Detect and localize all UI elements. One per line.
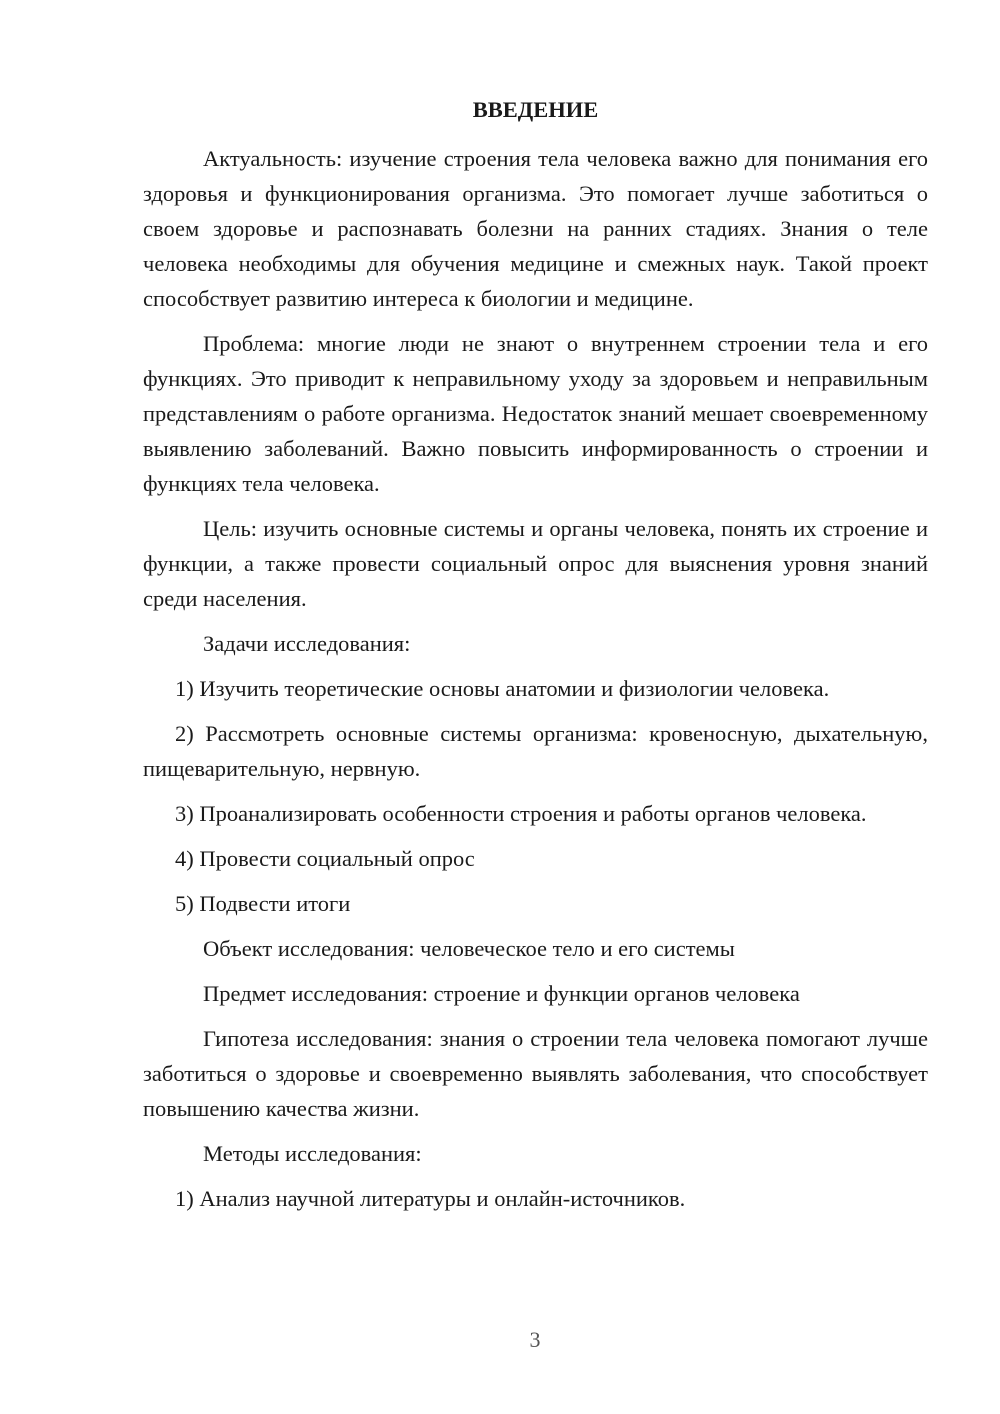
task-item: 4) Провести социальный опрос: [175, 846, 475, 871]
page-title: ВВЕДЕНИЕ: [472, 97, 599, 122]
page-number: 3: [529, 1327, 541, 1352]
method-item: 1) Анализ научной литературы и онлайн-источников.: [175, 1186, 686, 1211]
task-item: 5) Подвести итоги: [175, 891, 351, 916]
task-item: 2) Рассмотреть основные системы организма: кровеносную, дыхательную, пищеварительную, нервную.: [143, 721, 928, 781]
paragraph-tasks-heading: Задачи исследования:: [203, 631, 411, 656]
paragraph-goal: Цель: изучить основные системы и органы человека, понять их строение и функции, а также провести социальный опрос для выяснения уровня знаний среди населения.: [143, 516, 928, 611]
paragraph-relevance: Актуальность: изучение строения тела человека важно для понимания его здоровья и функционирования организма. Это помогает лучше заботиться о своем здоровье и распознавать болезни на ранних стадиях. Знания о теле человека необходимы для обучения медицине и смежных наук. Такой проект способствует развитию интереса к биологии и медицине.: [143, 146, 928, 311]
paragraph-problem: Проблема: многие люди не знают о внутреннем строении тела и его функциях. Это приводит к неправильному уходу за здоровьем и неправильным представлениям о работе организма. Недостаток знаний мешает своевременному выявлению заболеваний. Важно повысить информированность о строении и функциях тела человека.: [143, 331, 928, 496]
paragraph-object: Объект исследования: человеческое тело и его системы: [203, 936, 735, 961]
paragraph-methods-heading: Методы исследования:: [203, 1141, 422, 1166]
task-item: 3) Проанализировать особенности строения и работы органов человека.: [175, 801, 867, 826]
document-page: [143, 92, 928, 1226]
paragraph-subject: Предмет исследования: строение и функции органов человека: [203, 981, 800, 1006]
paragraph-hypothesis: Гипотеза исследования: знания о строении тела человека помогают лучше заботиться о здоровье и своевременно выявлять заболевания, что способствует повышению качества жизни.: [143, 1026, 928, 1121]
task-item: 1) Изучить теоретические основы анатомии и физиологии человека.: [175, 676, 830, 701]
